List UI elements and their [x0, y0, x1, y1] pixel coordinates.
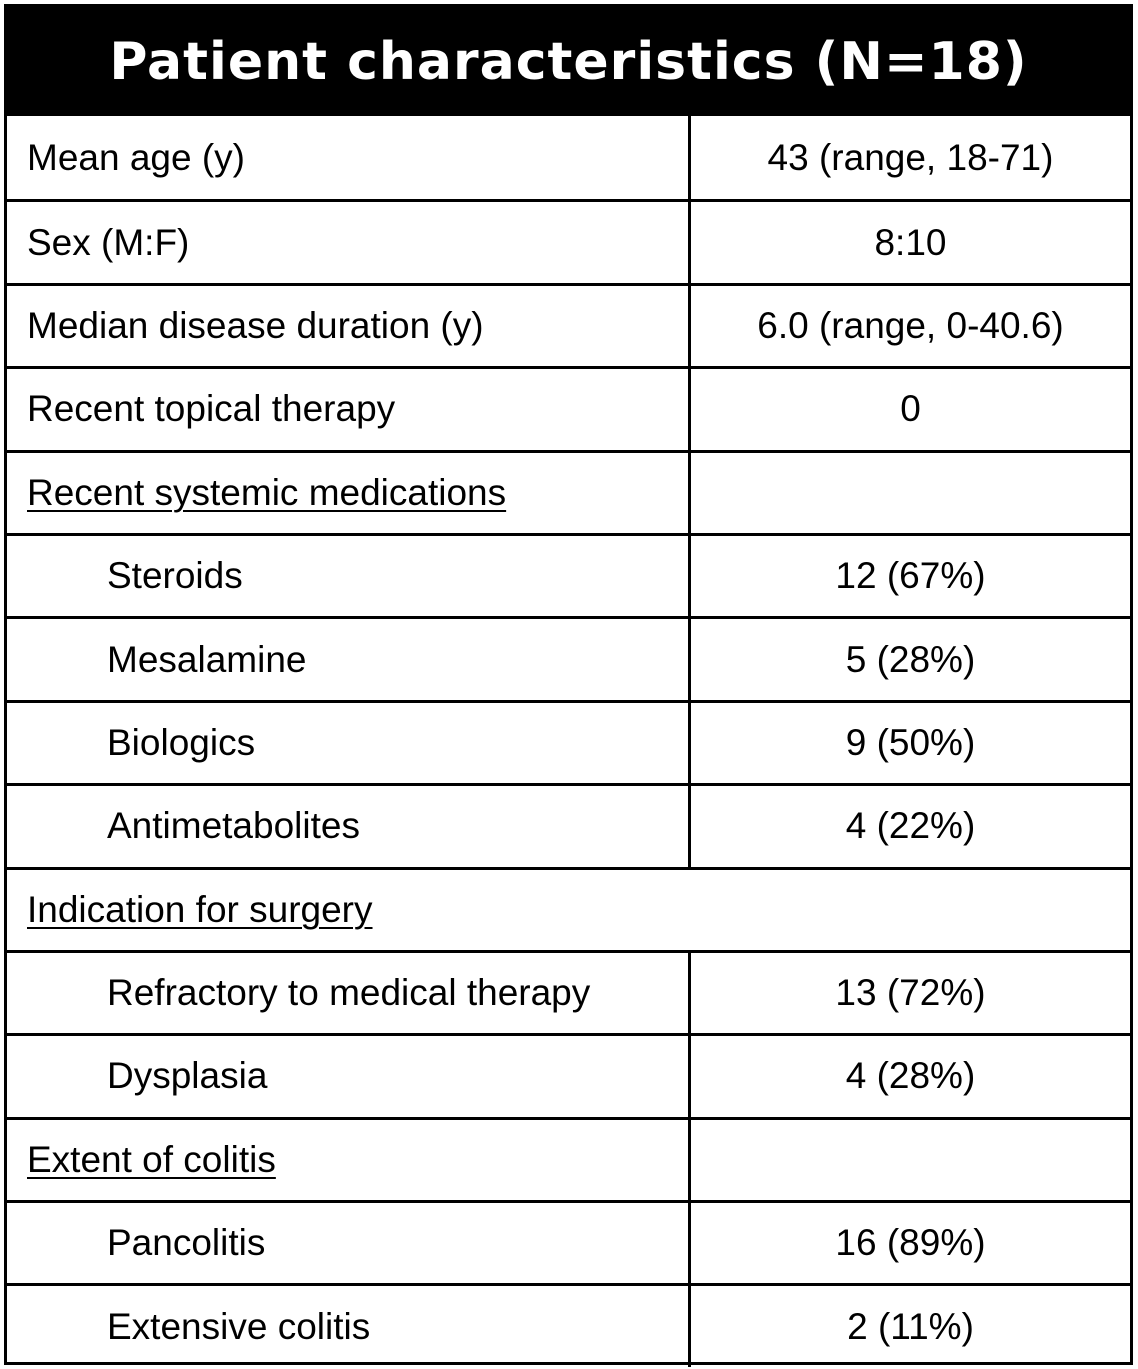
row-label: Sex (M:F) — [7, 202, 691, 282]
row-value: 12 (67%) — [835, 555, 986, 597]
section-label-text: Indication for surgery — [27, 888, 373, 930]
table-row — [7, 366, 1130, 449]
row-label: Mean age (y) — [7, 116, 691, 199]
table-row — [7, 116, 1130, 199]
section-row — [7, 867, 1130, 950]
row-value: 9 (50%) — [845, 721, 976, 763]
table-row — [7, 199, 1130, 282]
row-value: 43 (range, 18-71) — [767, 136, 1054, 178]
row-label: Recent topical therapy — [7, 369, 691, 449]
section-label-text: Extent of colitis — [27, 1138, 276, 1180]
row-value: 8:10 — [874, 221, 947, 263]
table-row — [7, 283, 1130, 366]
table-row — [7, 950, 1130, 1033]
table-title: Patient characteristics (N=18) — [7, 7, 1130, 116]
row-value: 4 (28%) — [845, 1055, 976, 1097]
row-value: 0 — [900, 388, 921, 430]
row-label: Steroids — [7, 536, 691, 616]
section-label-text: Recent systemic medications — [27, 471, 507, 513]
row-label: Refractory to medical therapy — [7, 953, 691, 1033]
table-row — [7, 616, 1130, 699]
row-value: 6.0 (range, 0-40.6) — [757, 304, 1064, 346]
row-value: 4 (22%) — [845, 805, 976, 847]
row-label: Dysplasia — [7, 1036, 691, 1116]
row-value: 5 (28%) — [845, 638, 976, 680]
table-row — [7, 700, 1130, 783]
table-row — [7, 533, 1130, 616]
row-label: Extensive colitis — [7, 1286, 691, 1366]
row-label: Median disease duration (y) — [7, 286, 691, 366]
row-label: Antimetabolites — [7, 786, 691, 866]
table-row — [7, 1283, 1130, 1366]
row-value: 2 (11%) — [847, 1305, 974, 1347]
row-label: Biologics — [7, 703, 691, 783]
row-value: 16 (89%) — [835, 1222, 986, 1264]
row-value: 13 (72%) — [835, 972, 986, 1014]
table-row — [7, 783, 1130, 866]
section-row — [7, 1117, 1130, 1200]
table-row — [7, 1033, 1130, 1116]
section-row — [7, 450, 1130, 533]
row-label: Pancolitis — [7, 1203, 691, 1283]
table-row — [7, 1200, 1130, 1283]
section-label — [7, 1120, 691, 1200]
patient-characteristics-table — [4, 4, 1133, 1365]
section-label — [7, 870, 1130, 950]
row-value — [691, 1120, 1130, 1200]
row-label: Mesalamine — [7, 619, 691, 699]
row-value — [691, 453, 1130, 533]
section-label — [7, 453, 691, 533]
